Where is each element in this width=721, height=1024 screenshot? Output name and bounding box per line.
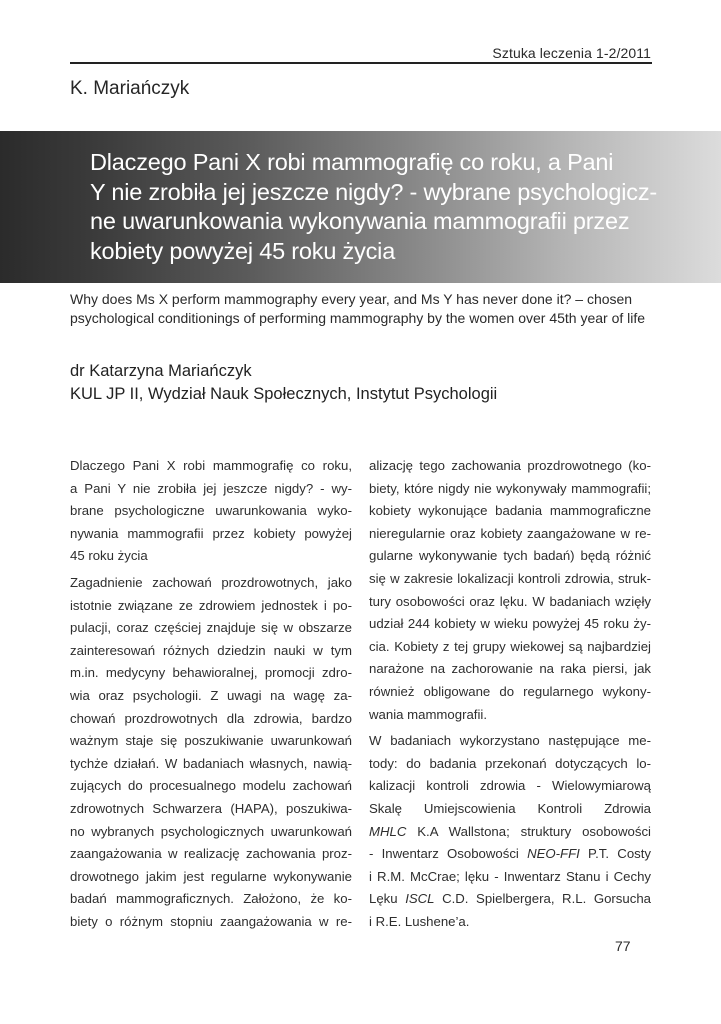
body-line: nieregularnie oraz kobiety zaangażowane w re-: [369, 525, 651, 541]
running-author: K. Mariańczyk: [70, 78, 190, 99]
body-line: narażone na zachorowanie na raka piersi, jak: [369, 661, 651, 677]
body-line: również obligowane do regularnego wykony-: [369, 683, 651, 699]
method-name-neo-ffi: NEO-FFI: [527, 846, 580, 862]
method-name-mhlc: MHLC: [369, 823, 407, 839]
abstract-heading-line: a Pani Y nie zrobiła jej jeszcze nigdy? - wy-: [70, 480, 352, 496]
body-line: udział 244 kobiety w wieku powyżej 45 roku ży-: [369, 616, 651, 632]
body-line: [369, 821, 651, 844]
body-line: kalizacji kontroli zdrowia - Wielowymiarową: [369, 778, 651, 794]
body-line: chowań prozdrowotnych dla zdrowia, bardzo: [70, 710, 352, 726]
author-block: [70, 360, 660, 406]
body-line: i R.E. Lushene’a.: [369, 913, 470, 929]
abstract-heading-line: brane psychologiczne uwarunkowania wyko-: [70, 503, 352, 519]
body-line: zainteresowań różnych dziedzin nauki w tym: [70, 642, 352, 658]
body-line: zujących do procesualnego modelu zachowań: [70, 778, 352, 794]
body-line: tody: do badania przekonań dotyczących lo-: [369, 755, 651, 771]
body-line: alizację tego zachowania prozdrowotnego (ko-: [369, 458, 651, 473]
english-title-line: Why does Ms X perform mammography every year, and Ms Y has never done it? – chosen: [70, 291, 633, 307]
body-line: zdrowotnych Schwarzera (HAPA), poszukiwa-: [70, 800, 352, 816]
right-column: [369, 455, 651, 933]
left-column: [70, 455, 352, 933]
body-line: [369, 843, 651, 866]
body-line: [369, 888, 651, 911]
abstract-heading-line: nywania mammografii przez kobiety powyżej: [70, 525, 352, 541]
body-text: Lęku: [369, 891, 406, 907]
body-line: Zagadnienie zachowań prozdrowotnych, jako: [70, 574, 352, 590]
author-affiliation: KUL JP II, Wydział Nauk Społecznych, Instytut Psychologii: [70, 385, 498, 403]
english-title: [70, 290, 660, 328]
body-line: wania mammografii.: [369, 706, 487, 722]
page-number: 77: [615, 938, 631, 954]
title-line: Dlaczego Pani X robi mammografię co roku, a Pani: [90, 149, 614, 175]
title-line: ne uwarunkowania wykonywania mammografii przez: [90, 208, 630, 234]
body-line: W badaniach wykorzystano następujące me-: [369, 733, 651, 749]
body-line: m.in. medycyny behawioralnej, promocji zdro-: [70, 665, 352, 681]
article-title: [90, 148, 675, 266]
method-name-iscl: ISCL: [405, 891, 435, 907]
body-line: biety o różnym stopniu zaangażowania w re-: [70, 913, 352, 929]
body-text: - Inwentarz Osobowości: [369, 846, 528, 862]
body-line: i R.M. McCrae; lęku - Inwentarz Stanu i Cechy: [369, 868, 651, 884]
journal-issue: Sztuka leczenia 1-2/2011: [492, 45, 651, 61]
body-text: C.D. Spielbergera, R.L. Gorsucha: [434, 891, 651, 907]
body-line: ważnym staje się poszukiwanie uwarunkowań: [70, 733, 352, 749]
body-line: wia oraz psychologii. Z uwagi na wagę za-: [70, 687, 352, 703]
english-title-line: psychological conditionings of performing mammography by the women over 45th year of life: [70, 310, 646, 326]
body-line: pulacji, coraz częściej znajduje się w obszarze: [70, 620, 352, 636]
body-line: tychże działań. W badaniach własnych, nawią-: [70, 755, 352, 771]
title-line: kobiety powyżej 45 roku życia: [90, 237, 396, 264]
body-line: istotnie związane ze zdrowiem jednostek i po-: [70, 597, 352, 613]
body-line: się w zakresie lokalizacji kontroli zdrowia, struk-: [369, 570, 651, 586]
body-line: no wybranych psychologicznych uwarunkowań: [70, 823, 352, 839]
header-rule: [70, 62, 652, 64]
body-line: drowotnego jakim jest regularne wykonywanie: [70, 868, 352, 884]
author-name: dr Katarzyna Mariańczyk: [70, 362, 252, 380]
abstract-heading-line: 45 roku życia: [70, 548, 148, 564]
body-line: badań mammograficznych. Założono, że ko-: [70, 891, 352, 907]
body-line: kobiety wykonujące badania mammograficzne: [369, 503, 651, 519]
body-line: Skalę Umiejscowienia Kontroli Zdrowia: [369, 800, 651, 816]
abstract-heading-line: Dlaczego Pani X robi mammografię co roku,: [70, 458, 352, 473]
body-line: zaangażowania w realizację zachowania proz-: [70, 846, 352, 862]
body-text: P.T. Costy: [579, 846, 651, 862]
body-line: gularne wykonywanie tych badań) będą różnić: [369, 548, 651, 564]
body-line: biety, które nigdy nie wykonywały mammografii;: [369, 480, 651, 496]
body-text: K.A Wallstona; struktury osobowości: [406, 823, 651, 839]
title-line: Y nie zrobiła jej jeszcze nigdy? - wybrane psychologicz-: [90, 178, 658, 205]
body-line: tury osobowości oraz lęku. W badaniach wzięły: [369, 593, 651, 609]
body-line: cia. Kobiety z tej grupy wiekowej są najbardziej: [369, 638, 651, 654]
